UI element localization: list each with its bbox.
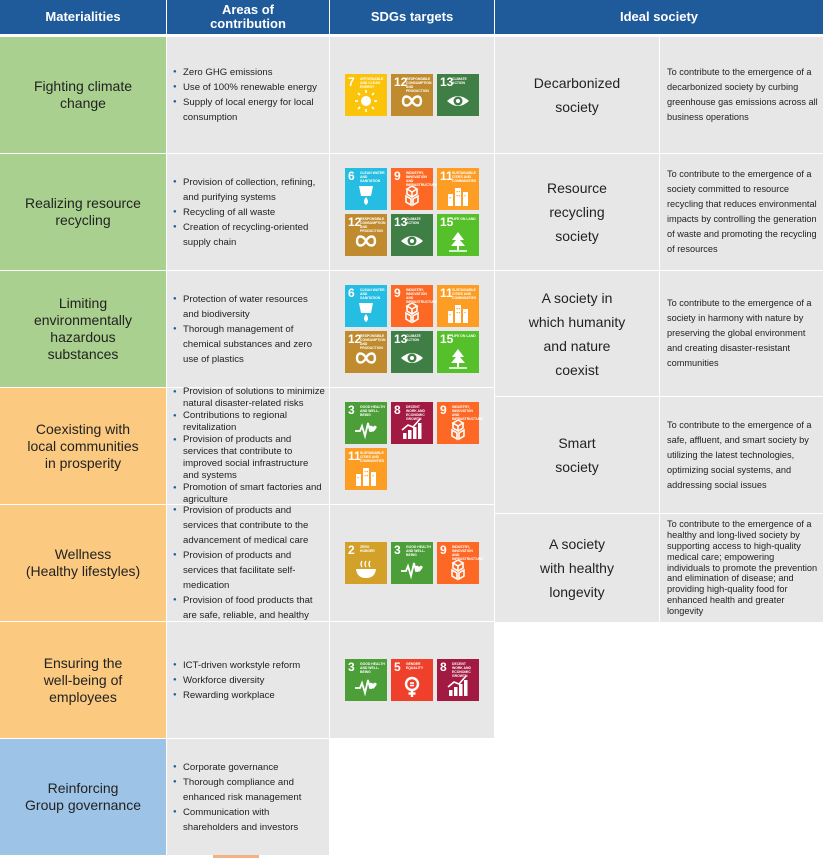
sdg-caption: RESPONSIBLE CONSUMPTION AND PRODUCTION (360, 217, 386, 233)
sdg-3-icon (345, 659, 387, 701)
areas-cell (167, 154, 329, 270)
infinity-icon (400, 90, 424, 112)
area-item: ● Promotion of smart factories and agriculture (173, 482, 325, 506)
materiality-cell: Ensuring the well-being of employees (0, 622, 166, 738)
materiality-cell: Wellness (Healthy lifestyles) (0, 505, 166, 621)
infinity-icon (354, 230, 378, 252)
heartbeat-icon (400, 558, 424, 580)
area-item: ● Supply of local energy for local consumption (173, 95, 325, 125)
area-item: ● Recycling of all waste (173, 205, 325, 220)
sdg-number: 3 (348, 403, 355, 417)
sdg-cell (330, 388, 494, 504)
sdg-number: 2 (348, 543, 355, 557)
area-item: ● Workforce diversity (173, 673, 300, 688)
sdg-number: 8 (394, 403, 401, 417)
sdg-number: 12 (348, 215, 362, 229)
sdg-cell (330, 154, 494, 270)
society-description: To contribute to the emergence of a society committed to resource recycling that reduces environmental impacts by controlling the generation of waste and promoting the recycling of resources (660, 154, 823, 270)
society-description: To contribute to the emergence of a healthy and long-lived society by supporting access to high-quality medical care; empowering individuals to promote the prevention and elimination of disease; and providing high-quality food for enhanced health and greater longevity (660, 514, 823, 622)
header-ideal-society: Ideal society (495, 0, 823, 34)
area-item: ● Provision of collection, refining, and purifying systems (173, 175, 325, 205)
sdg-number: 11 (348, 449, 361, 463)
city-icon (354, 464, 378, 486)
sdg-caption: CLEAN WATER AND SANITATION (360, 171, 385, 183)
sdg-caption: GOOD HEALTH AND WELL-BEING (406, 545, 431, 557)
sdg-caption: CLIMATE ACTION (406, 334, 421, 342)
area-item: ● Corporate governance (173, 760, 325, 775)
eye-icon (446, 90, 470, 112)
sdg-8-icon (391, 402, 433, 444)
sdg-cell (330, 271, 494, 387)
sdg-8-icon (437, 659, 479, 701)
materiality-cell: Coexisting with local communities in prosperity (0, 388, 166, 504)
cubes-icon (400, 301, 424, 323)
areas-cell (167, 739, 329, 855)
area-item: ● Thorough management of chemical substances and zero use of plastics (173, 322, 325, 367)
materiality-cell: Limiting environmentally hazardous substances (0, 271, 166, 387)
sdg-6-icon (345, 168, 387, 210)
society-name: Resource recycling society (495, 154, 659, 270)
sun-icon (354, 90, 378, 112)
sdg-caption: SUSTAINABLE CITIES AND COMMUNITIES (452, 171, 477, 183)
sdg-number: 11 (440, 286, 453, 300)
materiality-cell: Reinforcing Group governance (0, 739, 166, 855)
sdg-caption: LIFE ON LAND (452, 217, 476, 221)
society-description: To contribute to the emergence of a decarbonized society by curbing greenhouse gas emissions across all business operations (660, 37, 823, 153)
sdg-caption: CLIMATE ACTION (406, 217, 421, 225)
cubes-icon (446, 418, 470, 440)
sdg-number: 15 (440, 332, 454, 346)
sdg-caption: DECENT WORK AND ECONOMIC GROWTH (452, 662, 471, 678)
area-item: ● Rewarding workplace (173, 688, 300, 703)
society-name: A society in which humanity and nature coexist (495, 271, 659, 396)
materiality-cell: Fighting climate change (0, 37, 166, 153)
area-item: ● Thorough compliance and enhanced risk management (173, 775, 325, 805)
sdg-number: 9 (440, 403, 447, 417)
sdg-number: 9 (440, 543, 447, 557)
area-item: ● Communication with shareholders and investors (173, 805, 325, 835)
area-item: ● Provision of products and services that contribute to improved social infrastructure and systems (173, 434, 325, 482)
sdg-number: 7 (348, 75, 355, 89)
sdg-number: 5 (394, 660, 401, 674)
header-sdgs: SDGs targets (330, 0, 494, 34)
city-icon (446, 184, 470, 206)
sdg-11-icon (437, 168, 479, 210)
sdg-number: 12 (394, 75, 408, 89)
header-materialities: Materialities (0, 0, 166, 34)
sdg-caption: CLEAN WATER AND SANITATION (360, 288, 385, 300)
sdg-cell (330, 622, 494, 738)
sdg-number: 9 (394, 286, 401, 300)
sdg-caption: SUSTAINABLE CITIES AND COMMUNITIES (360, 451, 385, 463)
area-item: ● Provision of food products that are safe, reliable, and healthy (173, 593, 325, 623)
society-description: To contribute to the emergence of a safe, affluent, and smart society by utilizing the latest technologies, optimizing social systems, and addressing social issues (660, 397, 823, 513)
sdg-11-icon (437, 285, 479, 327)
eye-icon (400, 347, 424, 369)
areas-cell (167, 271, 329, 387)
sdg-12-icon (345, 214, 387, 256)
sdg-13-icon (391, 331, 433, 373)
areas-cell (167, 37, 329, 153)
area-item: ● Contributions to regional revitalization (173, 410, 325, 434)
sdg-15-icon (437, 331, 479, 373)
area-item: ● Protection of water resources and biodiversity (173, 292, 325, 322)
sdg-number: 8 (440, 660, 447, 674)
sdg-caption: GOOD HEALTH AND WELL-BEING (360, 405, 385, 417)
society-name: Smart society (495, 397, 659, 513)
sdg-caption: SUSTAINABLE CITIES AND COMMUNITIES (452, 288, 477, 300)
sdg-12-icon (391, 74, 433, 116)
sdg-caption: GOOD HEALTH AND WELL-BEING (360, 662, 385, 674)
infinity-icon (354, 347, 378, 369)
sdg-number: 9 (394, 169, 401, 183)
sdg-caption: RESPONSIBLE CONSUMPTION AND PRODUCTION (360, 334, 386, 350)
gender-icon (400, 675, 424, 697)
sdg-3-icon (345, 402, 387, 444)
sdg-cell (330, 505, 494, 621)
area-item: ● Provision of products and services that contribute to the advancement of medical care (173, 503, 325, 548)
area-item: ● Zero GHG emissions (173, 65, 325, 80)
area-item: ● Creation of recycling-oriented supply chain (173, 220, 325, 250)
sdg-number: 12 (348, 332, 362, 346)
growth-chart-icon (446, 675, 470, 697)
sdg-number: 6 (348, 286, 355, 300)
growth-chart-icon (400, 418, 424, 440)
header-areas: Areas of contribution (167, 0, 329, 34)
heartbeat-icon (354, 418, 378, 440)
water-drop-icon (354, 301, 378, 323)
society-name: A society with healthy longevity (495, 514, 659, 622)
society-name: Decarbonized society (495, 37, 659, 153)
sdg-number: 6 (348, 169, 355, 183)
area-item: ● ICT-driven workstyle reform (173, 658, 300, 673)
sdg-9-icon (391, 285, 438, 327)
sdg-caption: DECENT WORK AND ECONOMIC GROWTH (406, 405, 425, 421)
area-item: ● Provision of products and services that facilitate self-medication (173, 548, 325, 593)
area-item: ● Provision of solutions to minimize natural disaster-related risks (173, 386, 325, 410)
sdg-6-icon (345, 285, 387, 327)
sdg-caption: INDUSTRY, INNOVATION AND INFRASTRUCTURE (452, 545, 484, 561)
cubes-icon (446, 558, 470, 580)
sdg-caption: LIFE ON LAND (452, 334, 476, 338)
areas-cell (167, 388, 329, 504)
heartbeat-icon (354, 675, 378, 697)
sdg-2-icon (345, 542, 387, 584)
cubes-icon (400, 184, 424, 206)
society-description: To contribute to the emergence of a society in harmony with nature by preserving the global environment and creating disaster-resistant communities (660, 271, 823, 396)
eye-icon (400, 230, 424, 252)
bowl-icon (354, 558, 378, 580)
sdg-number: 13 (394, 332, 408, 346)
sdg-caption: AFFORDABLE AND CLEAN ENERGY (360, 77, 384, 89)
sdg-9-icon (437, 402, 484, 444)
sdg-3-icon (391, 542, 433, 584)
sdg-number: 3 (348, 660, 355, 674)
area-item: ● Use of 100% renewable energy (173, 80, 325, 95)
materiality-cell: Realizing resource recycling (0, 154, 166, 270)
sdg-12-icon (345, 331, 387, 373)
sdg-caption: ZERO HUNGER (360, 545, 375, 553)
sdg-caption: RESPONSIBLE CONSUMPTION AND PRODUCTION (406, 77, 432, 93)
sdg-9-icon (391, 168, 438, 210)
sdg-number: 13 (394, 215, 408, 229)
sdg-number: 11 (440, 169, 453, 183)
areas-cell (167, 622, 329, 738)
sdg-5-icon (391, 659, 433, 701)
sdg-caption: INDUSTRY, INNOVATION AND INFRASTRUCTURE (452, 405, 484, 421)
sdg-15-icon (437, 214, 479, 256)
sdg-7-icon (345, 74, 387, 116)
sdg-13-icon (437, 74, 479, 116)
water-drop-icon (354, 184, 378, 206)
sdg-number: 13 (440, 75, 454, 89)
sdg-caption: CLIMATE ACTION (452, 77, 467, 85)
sdg-11-icon (345, 448, 387, 490)
tree-icon (446, 230, 470, 252)
sdg-number: 3 (394, 543, 401, 557)
city-icon (446, 301, 470, 323)
sdg-9-icon (437, 542, 484, 584)
areas-cell (167, 505, 329, 621)
sdg-13-icon (391, 214, 433, 256)
sdg-number: 15 (440, 215, 454, 229)
tree-icon (446, 347, 470, 369)
sdg-caption: INDUSTRY, INNOVATION AND INFRASTRUCTURE (406, 288, 438, 304)
sdg-cell (330, 37, 494, 153)
sdg-caption: INDUSTRY, INNOVATION AND INFRASTRUCTURE (406, 171, 438, 187)
sdg-caption: GENDER EQUALITY (406, 662, 424, 670)
